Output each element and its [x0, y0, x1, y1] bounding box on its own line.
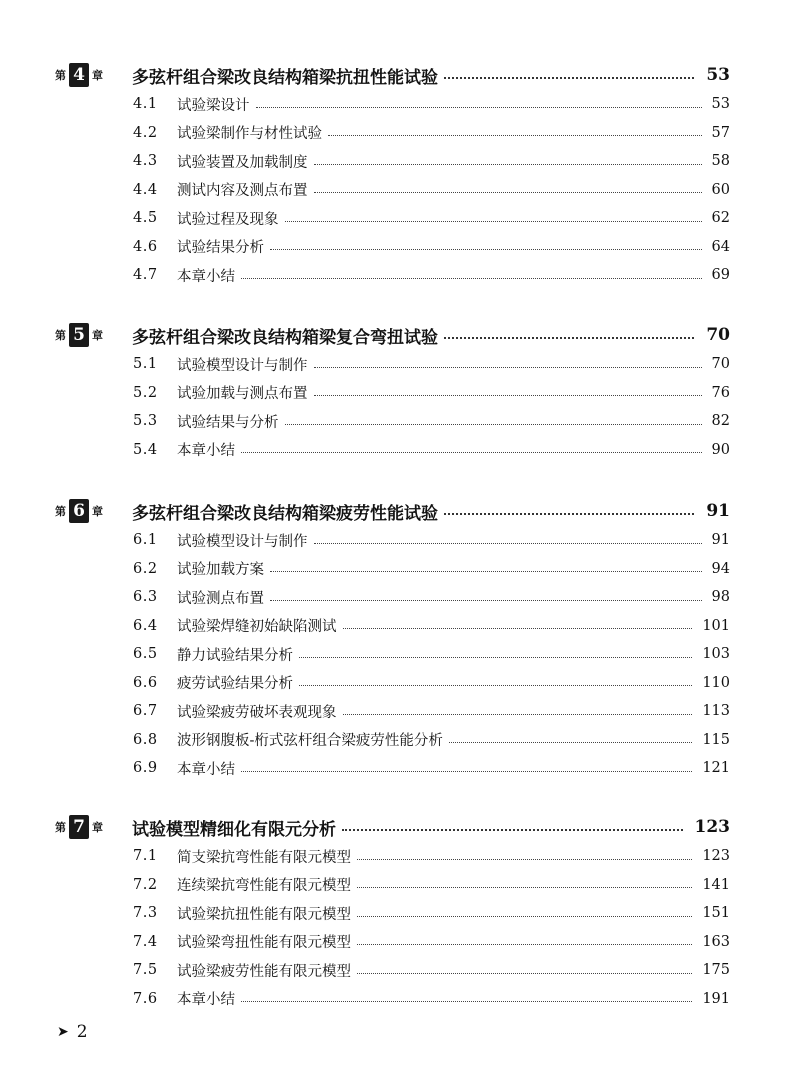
leader-dots [256, 107, 702, 108]
section-title: 试验梁焊缝初始缺陷测试 [177, 619, 337, 636]
leader-dots [357, 916, 692, 917]
chapter-label: 第 6 章 [55, 501, 103, 521]
section-number: 7.5 [133, 962, 158, 979]
section-title: 试验加载与测点布置 [177, 386, 308, 403]
section-page: 60 [711, 181, 730, 198]
toc-entry[interactable] [55, 204, 730, 233]
section-page: 94 [711, 560, 730, 577]
toc-entry[interactable] [55, 899, 730, 928]
chapter-number-badge: 5 [69, 323, 89, 347]
section-page: 57 [711, 124, 730, 141]
section-title: 试验梁疲劳性能有限元模型 [177, 963, 351, 980]
section-title: 测试内容及测点布置 [177, 183, 308, 200]
toc-entry[interactable] [55, 842, 730, 871]
section-number: 5.4 [133, 441, 158, 458]
section-page: 53 [711, 96, 730, 113]
section-title: 试验测点布置 [177, 590, 264, 607]
section-number: 7.4 [133, 933, 158, 950]
chapter-7 [55, 812, 730, 1013]
section-number: 7.2 [133, 876, 158, 893]
toc-entry[interactable] [55, 90, 730, 119]
leader-dots [314, 367, 702, 368]
section-page: 123 [702, 848, 730, 865]
section-number: 6.2 [133, 560, 158, 577]
toc-entry[interactable] [55, 233, 730, 262]
toc-entry[interactable] [55, 583, 730, 612]
chapter-title: 多弦杆组合梁改良结构箱梁疲劳性能试验 [132, 503, 438, 524]
toc-entry[interactable] [55, 407, 730, 436]
section-title: 试验结果分析 [177, 240, 264, 257]
section-page: 103 [702, 646, 730, 663]
toc-entry[interactable] [55, 612, 730, 641]
leader-dots [241, 278, 702, 279]
section-number: 4.4 [133, 181, 158, 198]
toc-entry[interactable] [55, 261, 730, 290]
leader-dots [357, 859, 692, 860]
chapter-label: 第 4 章 [55, 65, 103, 85]
section-title: 试验梁疲劳破坏表观现象 [177, 704, 337, 721]
toc-entry[interactable] [55, 697, 730, 726]
leader-dots [314, 395, 702, 396]
section-number: 5.1 [133, 356, 158, 373]
section-title: 试验梁弯扭性能有限元模型 [177, 935, 351, 952]
chapter-number-badge: 6 [69, 499, 89, 523]
chapter-number-badge: 4 [69, 63, 89, 87]
section-page: 91 [711, 532, 730, 549]
section-page: 110 [702, 674, 730, 691]
chapter-title: 多弦杆组合梁改良结构箱梁抗扭性能试验 [132, 67, 438, 88]
section-number: 6.5 [133, 646, 158, 663]
leader-dots [314, 164, 702, 165]
chapter-title: 试验模型精细化有限元分析 [132, 819, 336, 840]
section-title: 试验加载方案 [177, 562, 264, 579]
toc-entry[interactable] [55, 555, 730, 584]
section-number: 7.6 [133, 990, 158, 1007]
section-number: 4.5 [133, 210, 158, 227]
chapter-title: 多弦杆组合梁改良结构箱梁复合弯扭试验 [132, 327, 438, 348]
arrow-right-icon: ➤ [57, 1024, 69, 1040]
leader-dots [357, 887, 692, 888]
leader-dots [241, 452, 702, 453]
section-title: 试验结果与分析 [177, 414, 279, 431]
page-footer [57, 1022, 88, 1042]
toc-entry[interactable] [55, 526, 730, 555]
section-number: 4.1 [133, 96, 158, 113]
toc-entry[interactable] [55, 350, 730, 379]
section-page: 113 [702, 703, 730, 720]
toc-entry[interactable] [55, 726, 730, 755]
toc-entry[interactable] [55, 176, 730, 205]
section-page: 115 [702, 731, 730, 748]
section-title: 试验梁制作与材性试验 [177, 126, 322, 143]
toc-entry[interactable] [55, 754, 730, 783]
chapter-page: 53 [706, 65, 730, 85]
section-title: 本章小结 [177, 268, 235, 285]
leader-dots [444, 77, 694, 79]
leader-dots [449, 742, 692, 743]
section-page: 151 [702, 905, 730, 922]
section-number: 4.6 [133, 238, 158, 255]
chapter-5 [55, 320, 730, 464]
toc-entry[interactable] [55, 985, 730, 1014]
section-number: 6.9 [133, 760, 158, 777]
leader-dots [343, 714, 693, 715]
section-page: 70 [711, 356, 730, 373]
leader-dots [299, 657, 692, 658]
leader-dots [357, 944, 692, 945]
section-number: 7.1 [133, 848, 158, 865]
section-number: 4.3 [133, 153, 158, 170]
section-number: 6.3 [133, 589, 158, 606]
section-page: 82 [711, 413, 730, 430]
leader-dots [270, 249, 702, 250]
section-number: 6.4 [133, 617, 158, 634]
section-page: 69 [711, 267, 730, 284]
section-title: 试验梁抗扭性能有限元模型 [177, 906, 351, 923]
section-title: 疲劳试验结果分析 [177, 676, 293, 693]
toc-entry[interactable] [55, 119, 730, 148]
page-number: 2 [76, 1022, 88, 1042]
toc-entry[interactable] [55, 379, 730, 408]
section-page: 90 [711, 441, 730, 458]
leader-dots [314, 192, 702, 193]
section-title: 连续梁抗弯性能有限元模型 [177, 878, 351, 895]
section-title: 试验模型设计与制作 [177, 533, 308, 550]
leader-dots [314, 543, 702, 544]
leader-dots [342, 829, 683, 831]
chapter-label: 第 7 章 [55, 817, 103, 837]
leader-dots [241, 771, 692, 772]
toc-entry[interactable] [55, 928, 730, 957]
section-title: 本章小结 [177, 761, 235, 778]
section-title: 简支梁抗弯性能有限元模型 [177, 849, 351, 866]
section-number: 5.3 [133, 413, 158, 430]
chapter-page: 91 [706, 501, 730, 521]
chapter-page: 70 [706, 325, 730, 345]
leader-dots [241, 1001, 692, 1002]
toc-entry[interactable] [55, 436, 730, 465]
section-page: 163 [702, 933, 730, 950]
section-number: 5.2 [133, 384, 158, 401]
section-page: 175 [702, 962, 730, 979]
section-title: 波形钢腹板-桁式弦杆组合梁疲劳性能分析 [177, 733, 443, 750]
leader-dots [444, 513, 694, 515]
section-number: 6.1 [133, 532, 158, 549]
section-page: 191 [702, 990, 730, 1007]
chapter-number-badge: 7 [69, 815, 89, 839]
toc-entry[interactable] [55, 871, 730, 900]
section-number: 7.3 [133, 905, 158, 922]
leader-dots [328, 135, 702, 136]
leader-dots [299, 685, 692, 686]
section-page: 141 [702, 876, 730, 893]
section-title: 试验过程及现象 [177, 211, 279, 228]
leader-dots [285, 424, 702, 425]
leader-dots [357, 973, 692, 974]
toc-entry[interactable] [55, 956, 730, 985]
leader-dots [270, 600, 702, 601]
section-number: 4.7 [133, 267, 158, 284]
section-page: 101 [702, 617, 730, 634]
section-title: 试验装置及加载制度 [177, 154, 308, 171]
section-title: 本章小结 [177, 443, 235, 460]
toc-entry[interactable] [55, 147, 730, 176]
chapter-page: 123 [694, 817, 730, 837]
chapter-heading[interactable] [55, 320, 730, 350]
leader-dots [285, 221, 702, 222]
chapter-heading[interactable] [55, 812, 730, 842]
section-title: 静力试验结果分析 [177, 647, 293, 664]
section-page: 98 [711, 589, 730, 606]
leader-dots [444, 337, 694, 339]
section-page: 62 [711, 210, 730, 227]
section-page: 121 [702, 760, 730, 777]
chapter-6 [55, 496, 730, 783]
section-title: 试验梁设计 [177, 97, 250, 114]
section-number: 4.2 [133, 124, 158, 141]
leader-dots [270, 571, 702, 572]
toc-entry[interactable] [55, 669, 730, 698]
chapter-heading[interactable] [55, 60, 730, 90]
section-number: 6.8 [133, 731, 158, 748]
toc-entry[interactable] [55, 640, 730, 669]
chapter-4 [55, 60, 730, 290]
leader-dots [343, 628, 693, 629]
section-number: 6.6 [133, 674, 158, 691]
section-page: 64 [711, 238, 730, 255]
section-page: 58 [711, 153, 730, 170]
section-page: 76 [711, 384, 730, 401]
chapter-heading[interactable] [55, 496, 730, 526]
section-number: 6.7 [133, 703, 158, 720]
chapter-label: 第 5 章 [55, 325, 103, 345]
section-title: 本章小结 [177, 992, 235, 1009]
section-title: 试验模型设计与制作 [177, 357, 308, 374]
